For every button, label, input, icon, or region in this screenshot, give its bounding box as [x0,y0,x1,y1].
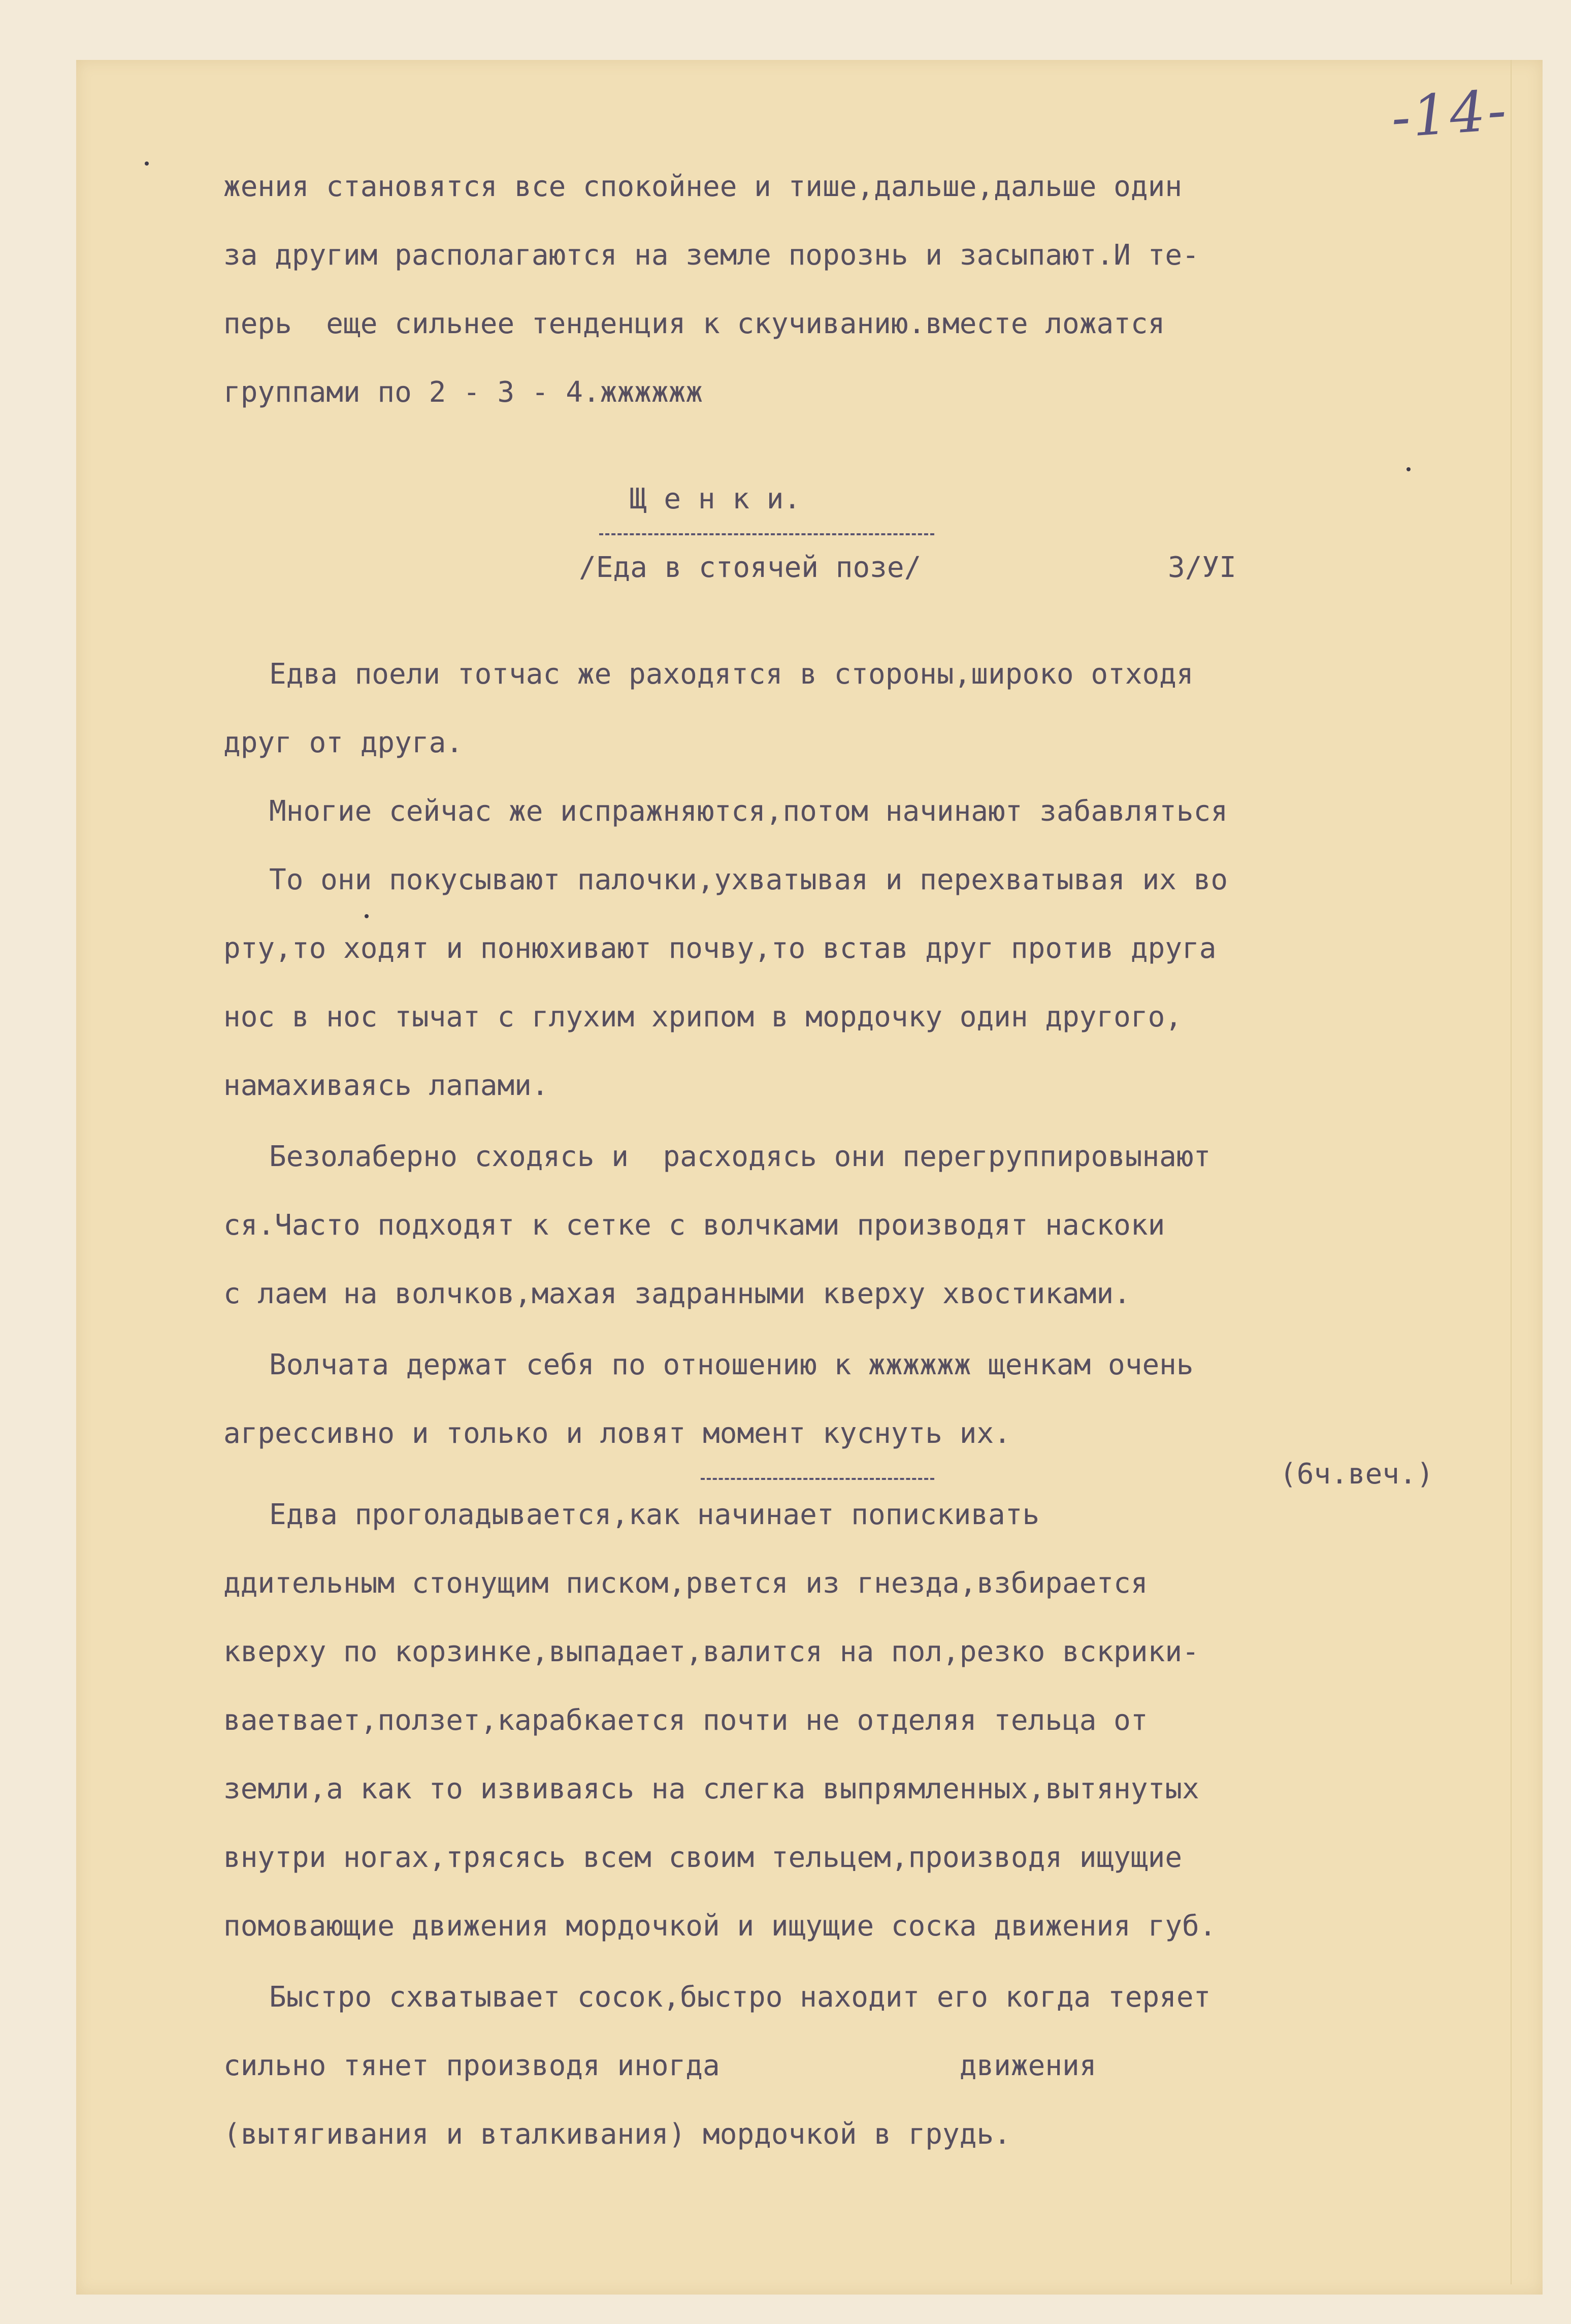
text-line: рту,то ходят и понюхивают почву,то встав друг против друга [223,932,1217,965]
section-subtitle: /Еда в стоячей позе/ [579,551,922,584]
text-line: Быстро схватывает сосок,быстро находит его когда теряет [269,1981,1211,2014]
ink-speck [1406,467,1411,471]
text-line: жения становятся все спокойнее и тише,дальше,дальше один [223,170,1183,203]
text-line: друг от друга. [223,726,464,759]
section-separator [701,1478,934,1480]
text-line: Едва проголадывается,как начинает попискивать [269,1498,1040,1531]
text-line: группами по 2 - 3 - 4.жжжжжж [223,376,703,409]
text-line: перь еще сильнее тенденция к скучиванию.вместе ложатся [223,307,1165,340]
text-line: Многие сейчас же испражняются,потом начинают забавляться [269,795,1228,828]
text-line: помовающие движения мордочкой и ищущие соска движения губ. [223,1910,1217,1943]
ink-speck [145,162,149,166]
text-line: намахиваясь лапами. [223,1069,549,1102]
ink-speck [365,914,369,918]
text-line: нос в нос тычат с глухим хрипом в мордочку один другого, [223,1000,1183,1034]
text-line: (вытягивания и вталкивания) мордочкой в грудь. [223,2118,1011,2151]
text-line: Безолаберно сходясь и расходясь они перегруппировынают [269,1140,1211,1173]
text-line: земли,а как то извиваясь на слегка выпрямленных,вытянутых [223,1772,1199,1805]
text-line: с лаем на волчков,махая задранными кверху хвостиками. [223,1277,1131,1310]
text-line: Волчата держат себя по отношению к жжжжжж щенкам очень [269,1348,1194,1381]
text-line: ся.Часто подходят к сетке с волчками производят наскоки [223,1209,1165,1242]
text-line: ваетвает,ползет,карабкается почти не отделяя тельца от [223,1704,1148,1737]
text-line: То они покусывают палочки,ухватывая и перехватывая их во [269,863,1228,896]
sheet-edge [1511,60,1512,2284]
title-underline [599,533,934,535]
text-line: внутри ногах,трясясь всем своим тельцем,производя ищущие [223,1841,1183,1874]
section-date: 3/УI [1168,551,1236,584]
page-number: -14- [1389,77,1511,150]
section-title: Щ е н к и. [630,482,801,515]
text-line: Едва поели тотчас же раходятся в стороны,широко отходя [269,658,1194,691]
text-line: ддительным стонущим писком,рвется из гнезда,взбирается [223,1567,1148,1600]
text-line: за другим располагаются на земле порознь и засыпают.И те- [223,239,1199,272]
text-line: кверху по корзинке,выпадает,валится на пол,резко вскрики- [223,1635,1199,1668]
time-note: (6ч.веч.) [1280,1458,1434,1491]
text-line: сильно тянет производя иногда движения [223,2049,1097,2082]
text-line: агрессивно и только и ловят момент куснуть их. [223,1417,1011,1450]
